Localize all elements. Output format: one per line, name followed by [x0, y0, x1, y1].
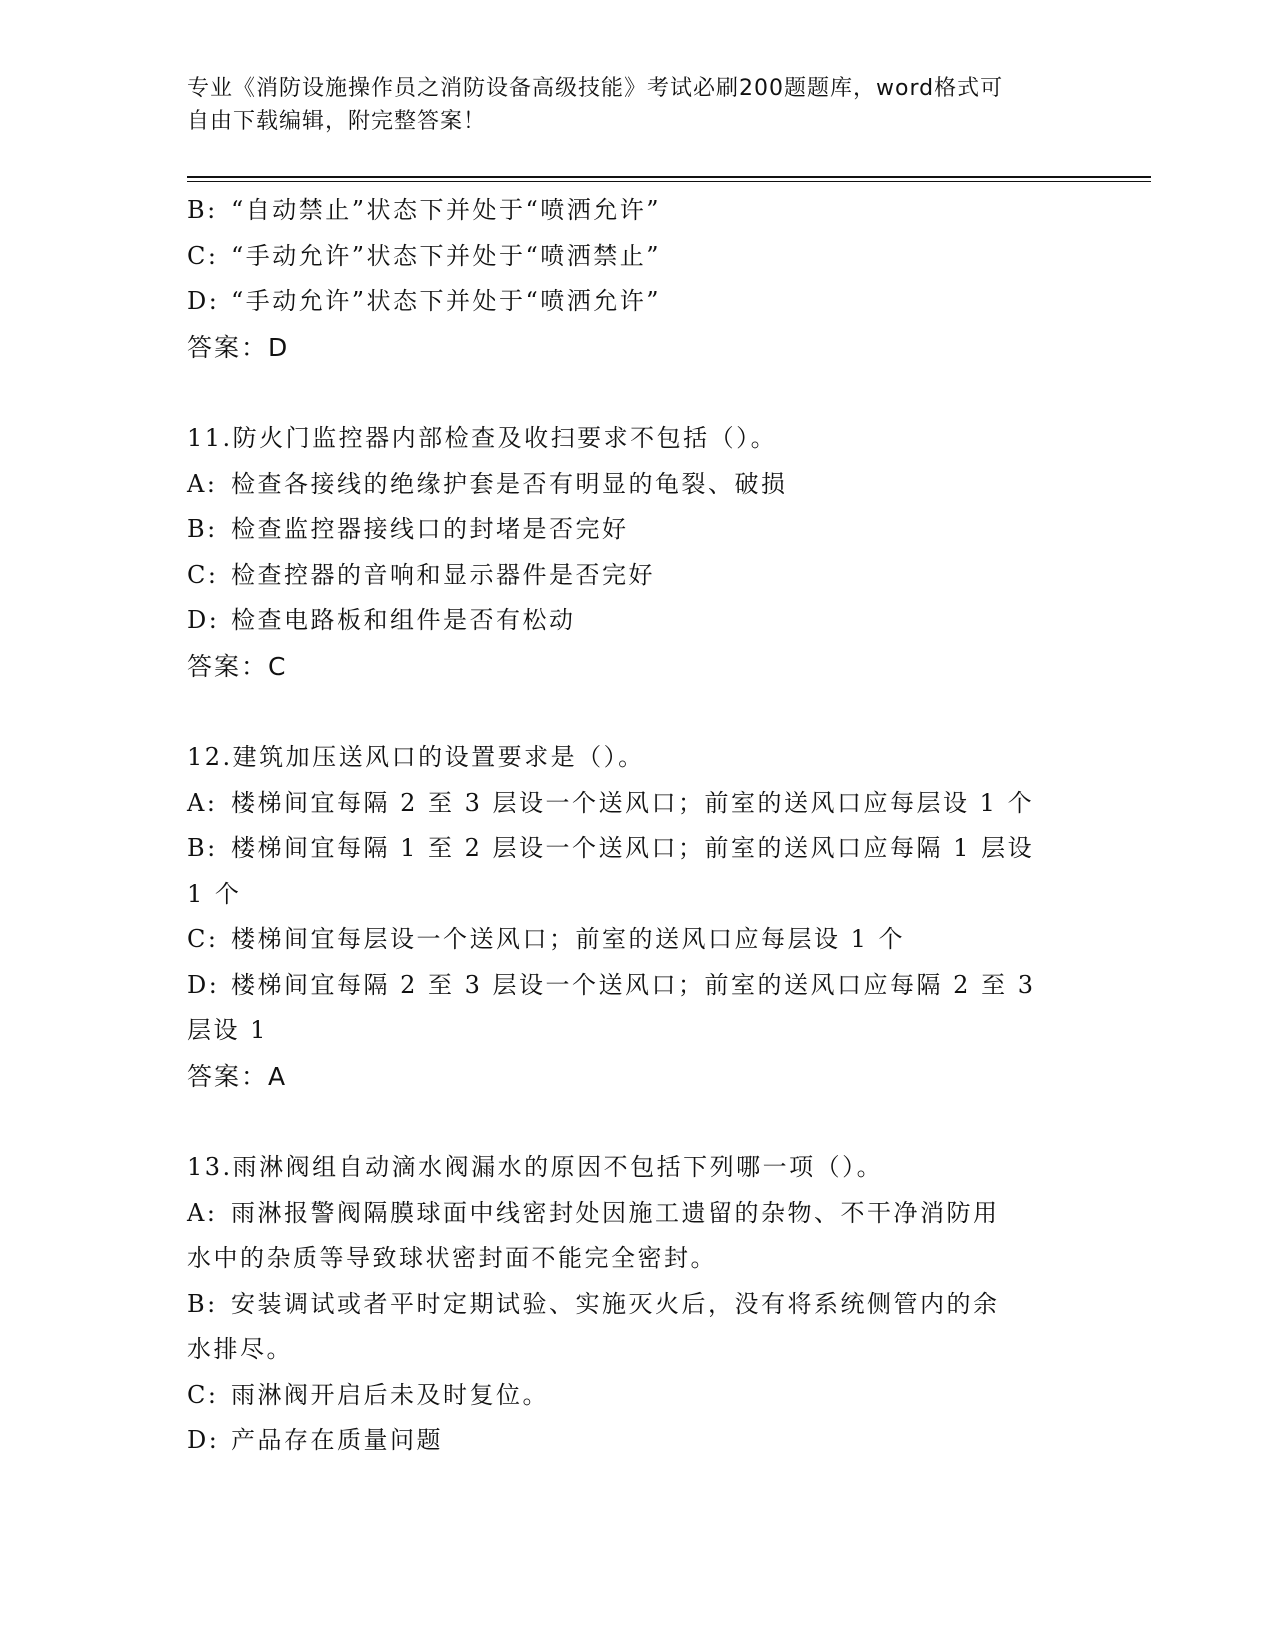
question-11 [187, 416, 1077, 689]
option-b: B: 楼梯间宜每隔 1 至 2 层设一个送风口；前室的送风口应每隔 1 层设 [187, 834, 1035, 862]
option-d: D: 检查电路板和组件是否有松动 [187, 606, 576, 634]
option-b-continued: 水排尽。 [187, 1335, 293, 1363]
option-c: C: 检查控器的音响和显示器件是否完好 [187, 560, 655, 589]
option-a-continued: 水中的杂质等导致球状密封面不能完全密封。 [187, 1244, 717, 1272]
header-line-2: 自由下载编辑，附完整答案！ [187, 109, 487, 134]
document-header [187, 72, 1087, 138]
option-c: C: 雨淋阀开启后未及时复位。 [187, 1380, 549, 1409]
option-d: D: 楼梯间宜每隔 2 至 3 层设一个送风口；前室的送风口应每隔 2 至 3 [187, 970, 1036, 999]
option-b: B: “自动禁止”状态下并处于“喷洒允许” [187, 196, 662, 224]
question-10-continued [187, 188, 1077, 370]
option-a: A: 楼梯间宜每隔 2 至 3 层设一个送风口；前室的送风口应每层设 1 个 [187, 788, 1035, 817]
question-stem: 12.建筑加压送风口的设置要求是（）。 [187, 743, 645, 771]
answer: 答案：D [187, 332, 290, 362]
document-body [187, 188, 1077, 1464]
answer: 答案：A [187, 1061, 288, 1091]
option-b-continued: 1 个 [187, 879, 242, 908]
option-a: A: 雨淋报警阀隔膜球面中线密封处因施工遗留的杂物、不干净消防用 [187, 1198, 1000, 1227]
header-rule-thin [187, 181, 1151, 182]
answer: 答案：C [187, 651, 288, 681]
header-rule-thick [187, 176, 1151, 178]
question-stem: 13.雨淋阀组自动滴水阀漏水的原因不包括下列哪一项（）。 [187, 1153, 884, 1181]
option-c: C: “手动允许”状态下并处于“喷洒禁止” [187, 241, 662, 270]
question-12 [187, 735, 1077, 1099]
question-stem: 11.防火门监控器内部检查及收扫要求不包括（）。 [187, 424, 778, 452]
option-d: D: 产品存在质量问题 [187, 1426, 443, 1454]
option-b: B: 检查监控器接线口的封堵是否完好 [187, 515, 629, 543]
option-d: D: “手动允许”状态下并处于“喷洒允许” [187, 287, 662, 315]
option-b: B: 安装调试或者平时定期试验、实施灭火后，没有将系统侧管内的余 [187, 1289, 1000, 1318]
question-13 [187, 1145, 1077, 1464]
option-d-continued: 层设 1 [187, 1016, 268, 1044]
option-a: A: 检查各接线的绝缘护套是否有明显的龟裂、破损 [187, 469, 788, 498]
header-line-1: 专业《消防设施操作员之消防设备高级技能》考试必刷200题题库，word格式可 [187, 76, 1004, 101]
option-c: C: 楼梯间宜每层设一个送风口；前室的送风口应每层设 1 个 [187, 925, 906, 953]
